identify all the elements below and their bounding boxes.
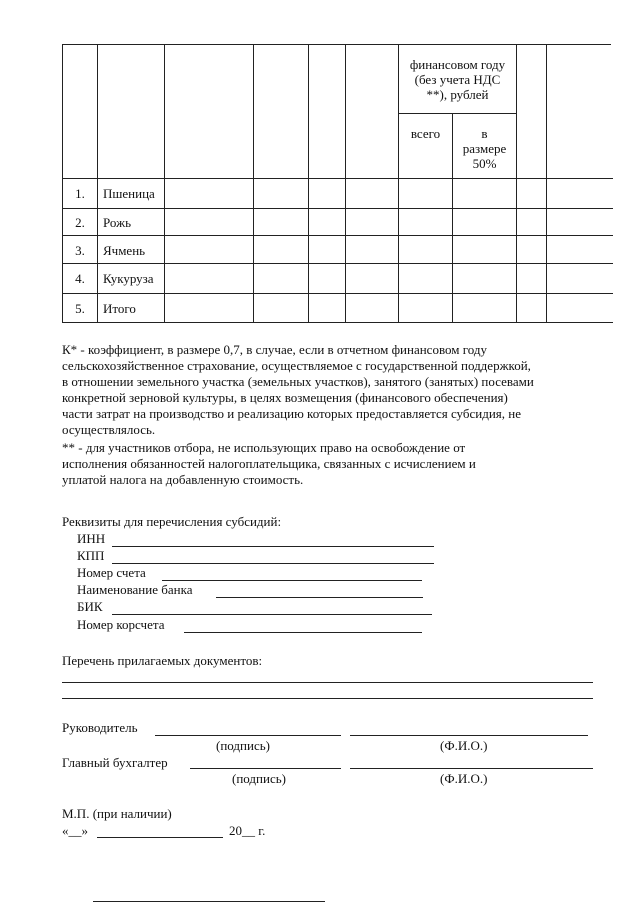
bik-label: БИК <box>77 599 103 614</box>
documents-line-1[interactable] <box>62 682 593 683</box>
documents-line-2[interactable] <box>62 698 593 699</box>
account-label: Номер счета <box>77 565 146 580</box>
head-sign-caption: (подпись) <box>216 738 270 753</box>
footnote-line: уплатой налога на добавленную стоимость. <box>62 472 304 487</box>
footnote-line: сельскохозяйственное страхование, осуществляемое с государственной поддержкой, <box>62 358 531 373</box>
date-day: «__» <box>62 823 88 838</box>
row-number: 4. <box>75 271 85 286</box>
row-number: 3. <box>75 243 85 258</box>
accountant-name-caption: (Ф.И.О.) <box>440 771 488 786</box>
stamp-label: М.П. (при наличии) <box>62 806 172 821</box>
head-name-field[interactable] <box>350 735 588 736</box>
row-number: 5. <box>75 301 85 316</box>
bank-label: Наименование банка <box>77 582 193 597</box>
head-signature-field[interactable] <box>155 735 341 736</box>
footnote-line: исполнения обязанностей налогоплательщика, связанных с исчислением и <box>62 456 476 471</box>
corr-field[interactable] <box>184 632 422 633</box>
date-year: 20__ г. <box>229 823 266 838</box>
kpp-field[interactable] <box>112 563 434 564</box>
footnote-line: в отношении земельного участка (земельных участков), занятого (занятых) посевами <box>62 374 534 389</box>
bik-field[interactable] <box>112 614 432 615</box>
footnote-line: конкретной зерновой культуры, в целях возмещения (финансового обеспечения) <box>62 390 508 405</box>
footnote-line: части затрат на производство и реализацию которых предоставляется субсидия, не <box>62 406 521 421</box>
account-field[interactable] <box>162 580 422 581</box>
header-half: в размере 50% <box>462 126 507 171</box>
row-name: Пшеница <box>103 186 155 201</box>
footnote-line: К* - коэффициент, в размере 0,7, в случае, если в отчетном финансовом году <box>62 342 487 357</box>
documents-title: Перечень прилагаемых документов: <box>62 653 263 668</box>
bank-field[interactable] <box>216 597 423 598</box>
inn-field[interactable] <box>112 546 434 547</box>
accountant-label: Главный бухгалтер <box>62 755 168 770</box>
row-name: Рожь <box>103 215 131 230</box>
accountant-signature-field[interactable] <box>190 768 341 769</box>
corr-label: Номер корсчета <box>77 617 165 632</box>
row-number: 1. <box>75 186 85 201</box>
accountant-sign-caption: (подпись) <box>232 771 286 786</box>
inn-label: ИНН <box>77 531 106 546</box>
head-label: Руководитель <box>62 720 138 735</box>
date-month-field[interactable] <box>97 837 223 838</box>
footnote-line: ** - для участников отбора, не использующих право на освобождение от <box>62 440 466 455</box>
requisites-title: Реквизиты для перечисления субсидий: <box>62 514 282 529</box>
footnote-separator <box>93 901 325 902</box>
kpp-label: КПП <box>77 548 105 563</box>
header-period: финансовом году (без учета НДС **), рублей <box>409 57 506 102</box>
row-name: Итого <box>103 301 136 316</box>
row-name: Кукуруза <box>103 271 154 286</box>
accountant-name-field[interactable] <box>350 768 593 769</box>
footnote-vat <box>62 440 606 488</box>
row-name: Ячмень <box>103 243 146 258</box>
row-number: 2. <box>75 215 85 230</box>
head-name-caption: (Ф.И.О.) <box>440 738 488 753</box>
footnote-k <box>62 342 606 438</box>
header-total: всего <box>410 126 441 141</box>
footnote-line: осуществлялось. <box>62 422 156 437</box>
